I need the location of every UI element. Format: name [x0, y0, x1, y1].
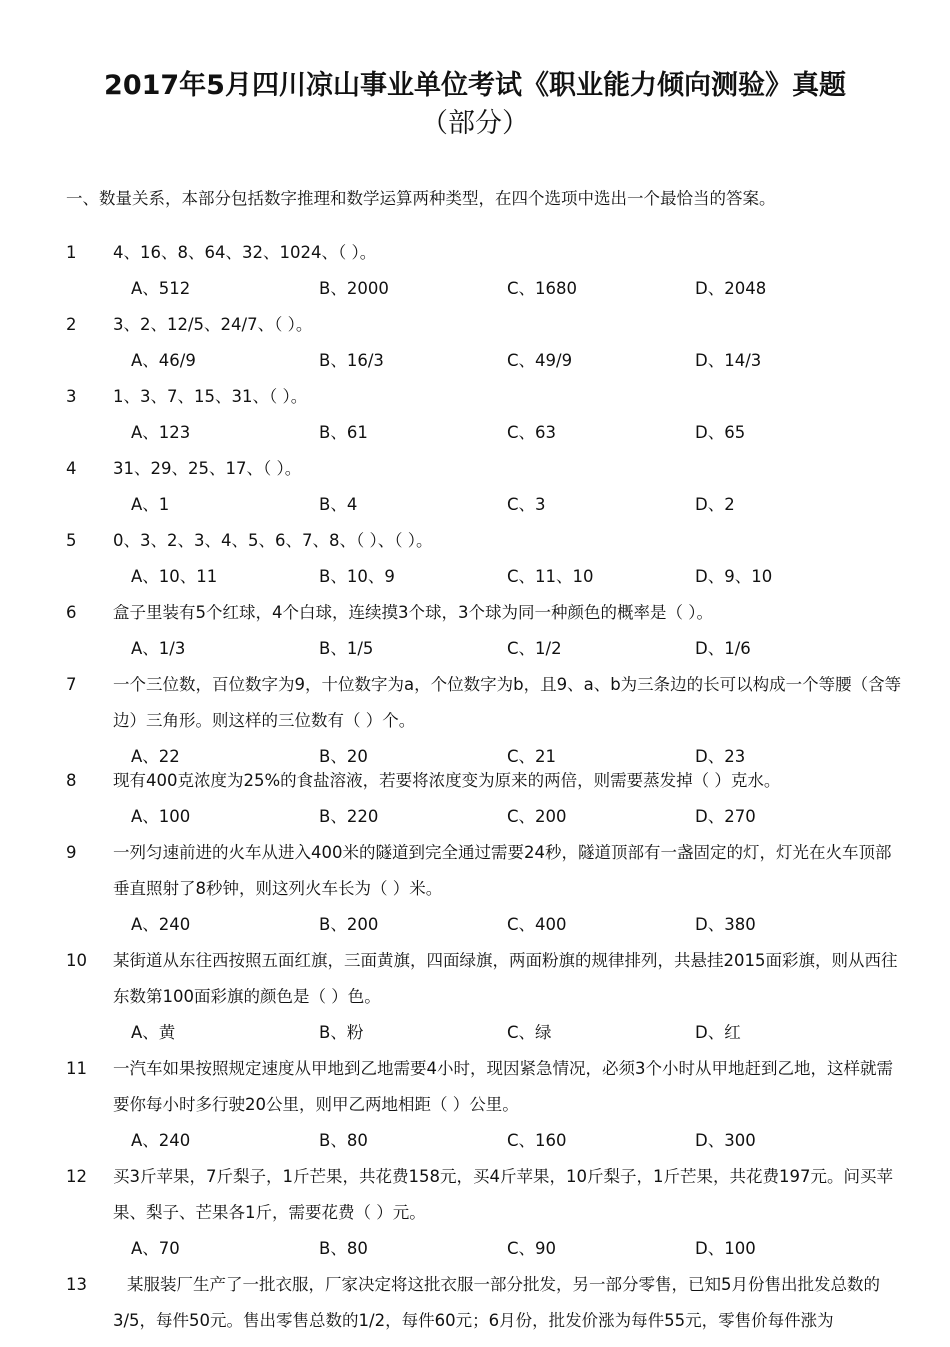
- question-text: 3、2、12/5、24/7、（ ）。: [113, 315, 313, 334]
- option-c: C、160: [507, 1131, 567, 1150]
- option-d: D、9、10: [695, 567, 773, 586]
- option-a: A、1/3: [131, 639, 186, 658]
- question-text: 4、16、8、64、32、1024、（ ）。: [113, 243, 377, 262]
- option-c: C、11、10: [507, 567, 594, 586]
- option-b: B、2000: [319, 279, 389, 298]
- option-b: B、20: [319, 747, 368, 766]
- question-number: 7: [66, 675, 77, 694]
- question-number: 8: [66, 771, 77, 790]
- option-d: D、2: [695, 495, 735, 514]
- option-d: D、100: [695, 1239, 756, 1258]
- option-c: C、绿: [507, 1023, 552, 1042]
- option-a: A、1: [131, 495, 170, 514]
- option-d: D、300: [695, 1131, 756, 1150]
- question-number: 3: [66, 387, 77, 406]
- option-c: C、1680: [507, 279, 578, 298]
- option-a: A、123: [131, 423, 191, 442]
- option-d: D、1/6: [695, 639, 751, 658]
- option-c: C、200: [507, 807, 567, 826]
- option-a: A、240: [131, 915, 191, 934]
- option-c: C、63: [507, 423, 557, 442]
- question-number: 11: [66, 1059, 87, 1078]
- option-d: D、2048: [695, 279, 767, 298]
- option-b: B、10、9: [319, 567, 395, 586]
- option-a: A、黄: [131, 1023, 176, 1042]
- question-number: 13: [66, 1275, 87, 1294]
- option-d: D、14/3: [695, 351, 762, 370]
- question-text: 某街道从东往西按照五面红旗，三面黄旗，四面绿旗，两面粉旗的规律排列，共悬挂2015面彩旗，则从西往东数第100面彩旗的颜色是（ ）色。: [113, 951, 898, 1006]
- option-b: B、61: [319, 423, 368, 442]
- question-text: 1、3、7、15、31、（ ）。: [113, 387, 308, 406]
- option-b: B、粉: [319, 1023, 364, 1042]
- option-d: D、23: [695, 747, 746, 766]
- question-text: 一列匀速前进的火车从进入400米的隧道到完全通过需要24秒，隧道顶部有一盏固定的灯，灯光在火车顶部垂直照射了8秒钟，则这列火车长为（ ）米。: [113, 843, 892, 898]
- option-b: B、200: [319, 915, 379, 934]
- question-number: 10: [66, 951, 87, 970]
- option-a: A、512: [131, 279, 191, 298]
- document-subtitle: （部分）: [421, 108, 529, 139]
- option-c: C、90: [507, 1239, 557, 1258]
- option-c: C、21: [507, 747, 557, 766]
- option-b: B、16/3: [319, 351, 384, 370]
- option-c: C、3: [507, 495, 546, 514]
- question-text: 一个三位数，百位数字为9，十位数字为a，个位数字为b，且9、a、b为三条边的长可以构成一个等腰（含等边）三角形。则这样的三位数有（ ）个。: [113, 675, 902, 730]
- option-a: A、22: [131, 747, 180, 766]
- question-number: 1: [66, 243, 77, 262]
- option-a: A、70: [131, 1239, 180, 1258]
- question-text: 现有400克浓度为25%的食盐溶液，若要将浓度变为原来的两倍，则需要蒸发掉（ ）克水。: [113, 771, 781, 790]
- question-text: 某服装厂生产了一批衣服，厂家决定将这批衣服一部分批发，另一部分零售，已知5月份售出批发总数的3/5，每件50元。售出零售总数的1/2，每件60元；6月份，批发价涨为每件55元，零售价每件涨为: [113, 1275, 880, 1330]
- question-number: 9: [66, 843, 77, 862]
- question-text: 买3斤苹果，7斤梨子，1斤芒果，共花费158元，买4斤苹果，10斤梨子，1斤芒果，共花费197元。问买苹果、梨子、芒果各1斤，需要花费（ ）元。: [113, 1167, 893, 1222]
- option-a: A、10、11: [131, 567, 218, 586]
- question-number: 6: [66, 603, 77, 622]
- document-title: 2017年5月四川凉山事业单位考试《职业能力倾向测验》真题: [104, 70, 846, 101]
- option-b: B、1/5: [319, 639, 374, 658]
- option-a: A、46/9: [131, 351, 196, 370]
- option-a: A、240: [131, 1131, 191, 1150]
- question-text: 一汽车如果按照规定速度从甲地到乙地需要4小时，现因紧急情况，必须3个小时从甲地赶到乙地，这样就需要你每小时多行驶20公里，则甲乙两地相距（ ）公里。: [113, 1059, 893, 1114]
- option-b: B、80: [319, 1239, 368, 1258]
- question-number: 12: [66, 1167, 87, 1186]
- option-a: A、100: [131, 807, 191, 826]
- option-c: C、400: [507, 915, 567, 934]
- option-d: D、红: [695, 1023, 741, 1042]
- option-d: D、380: [695, 915, 756, 934]
- option-c: C、1/2: [507, 639, 562, 658]
- option-c: C、49/9: [507, 351, 573, 370]
- question-text: 0、3、2、3、4、5、6、7、8、（ ）、（ ）。: [113, 531, 433, 550]
- option-d: D、270: [695, 807, 756, 826]
- option-b: B、220: [319, 807, 379, 826]
- question-number: 4: [66, 459, 77, 478]
- option-b: B、80: [319, 1131, 368, 1150]
- question-number: 5: [66, 531, 77, 550]
- question-text: 31、29、25、17、（ ）。: [113, 459, 302, 478]
- option-b: B、4: [319, 495, 358, 514]
- question-number: 2: [66, 315, 77, 334]
- question-text: 盒子里装有5个红球，4个白球，连续摸3个球，3个球为同一种颜色的概率是（ ）。: [113, 603, 713, 622]
- option-d: D、65: [695, 423, 746, 442]
- section-intro: 一、数量关系，本部分包括数字推理和数学运算两种类型，在四个选项中选出一个最恰当的答案。: [66, 189, 776, 208]
